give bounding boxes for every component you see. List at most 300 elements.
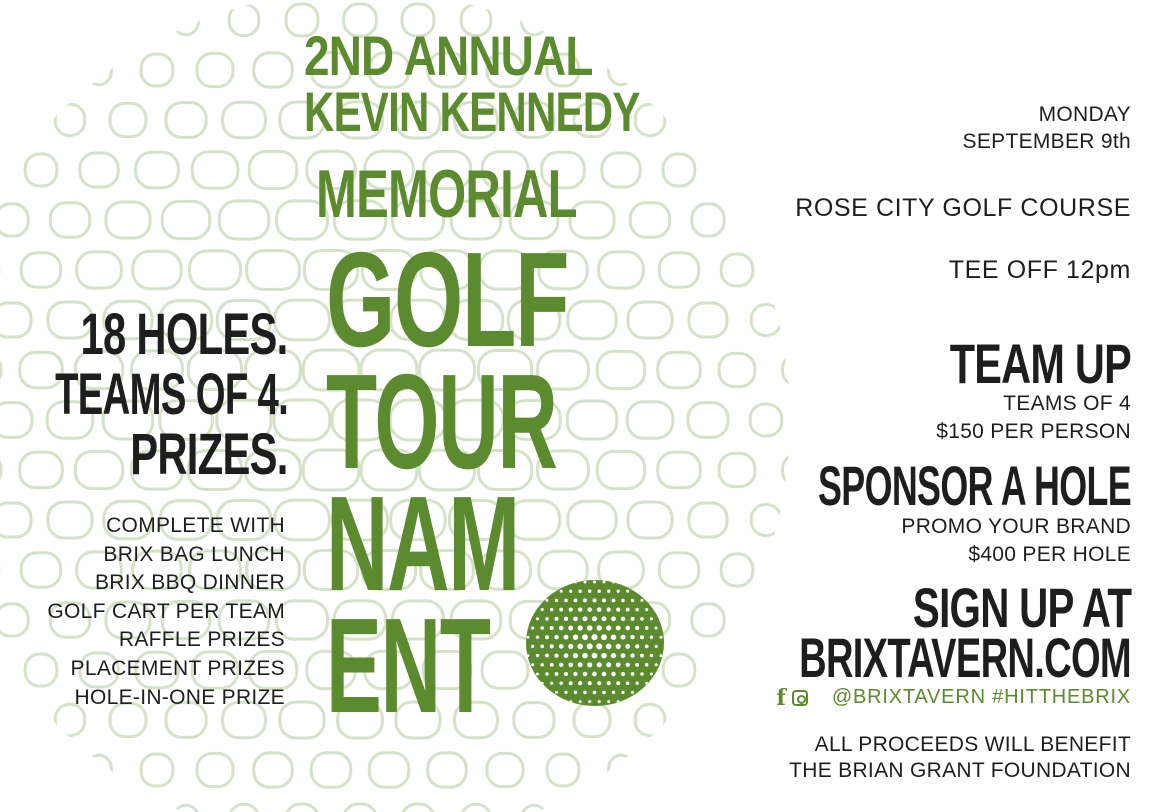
ball-dimple — [597, 607, 602, 612]
dimple — [50, 203, 89, 237]
dimple — [344, 804, 377, 812]
ball-dimple — [574, 598, 578, 602]
ball-dimple — [554, 635, 558, 639]
ball-dimple — [635, 663, 639, 667]
list-item: GOLF CART PER TEAM — [47, 599, 285, 623]
ball-dimple — [545, 672, 548, 675]
dimple — [80, 153, 118, 187]
golf-ball-graphic — [524, 578, 666, 708]
ball-dimple — [617, 590, 620, 593]
ball-dimple — [601, 634, 607, 640]
ball-dimple — [640, 617, 644, 621]
dimple — [783, 355, 808, 385]
ball-dimple — [559, 663, 563, 667]
ball-dimple — [626, 663, 630, 667]
ball-dimple — [564, 617, 568, 621]
title-honoree: KEVIN KENNEDY — [304, 80, 640, 143]
event-day: MONDAY — [1038, 103, 1131, 126]
instagram-icon[interactable] — [792, 690, 808, 706]
ball-dimple — [596, 625, 602, 631]
ball-dimple — [635, 626, 639, 630]
dimple — [141, 54, 173, 86]
ball-dimple — [596, 643, 602, 649]
ball-dimple — [569, 608, 573, 612]
ball-dimple — [531, 608, 534, 611]
dimple — [692, 204, 724, 236]
ball-dimple — [655, 645, 658, 648]
dimple — [247, 251, 300, 290]
ball-dimple — [631, 691, 634, 694]
dimple — [568, 501, 616, 538]
title-tour: TOUR — [326, 346, 557, 497]
ball-dimple — [606, 625, 611, 630]
ball-dimple — [555, 691, 558, 694]
ball-dimple — [645, 608, 648, 611]
dimple — [721, 554, 753, 586]
ball-dimple — [564, 691, 567, 694]
ball-dimple — [559, 608, 563, 612]
dimple — [461, 804, 491, 812]
ball-dimple — [635, 644, 639, 648]
dimple — [197, 753, 233, 786]
dimple — [0, 705, 24, 735]
ball-dimple — [546, 691, 549, 694]
facebook-icon[interactable]: f — [776, 684, 786, 711]
ball-dimple — [630, 653, 634, 657]
sponsor-promo: PROMO YOUR BRAND — [901, 515, 1131, 538]
ball-dimple — [540, 626, 544, 630]
sponsor-price: $400 PER HOLE — [968, 543, 1131, 566]
ball-dimple — [531, 663, 534, 666]
ball-dimple — [591, 634, 597, 640]
dimple — [133, 251, 181, 288]
ball-dimple — [545, 654, 549, 658]
ball-dimple — [640, 672, 643, 675]
dimple — [719, 353, 755, 386]
ball-dimple — [560, 590, 563, 593]
ball-dimple — [573, 635, 578, 640]
ball-dimple — [540, 645, 544, 649]
ball-dimple — [546, 599, 549, 602]
ball-dimple — [583, 691, 587, 695]
ball-dimple — [531, 626, 534, 629]
dimple — [141, 754, 173, 786]
ball-dimple — [540, 663, 543, 666]
dimple — [609, 755, 634, 785]
ball-dimple — [621, 653, 626, 658]
highlight-holes: 18 HOLES. — [80, 302, 288, 367]
ball-dimple — [541, 682, 544, 685]
ball-dimple — [611, 672, 615, 676]
ball-dimple — [603, 581, 606, 584]
team-up-size: TEAMS OF 4 — [1003, 392, 1131, 415]
dimple — [190, 251, 241, 289]
ball-dimple — [626, 590, 629, 593]
ball-dimple — [660, 654, 663, 657]
title-nam: NAM — [326, 468, 519, 619]
ball-dimple — [636, 682, 639, 685]
ball-dimple — [601, 653, 607, 659]
dimple — [174, 5, 199, 35]
title-ent: ENT — [326, 590, 490, 741]
dimple — [522, 805, 547, 812]
ball-dimple — [550, 626, 554, 630]
dimple — [223, 102, 266, 138]
ball-dimple — [588, 589, 591, 592]
ball-dimple — [527, 617, 530, 620]
dimple — [20, 452, 63, 488]
dimple — [25, 154, 57, 186]
dimple — [627, 402, 673, 439]
dimple — [568, 301, 616, 338]
list-item: RAFFLE PRIZES — [118, 628, 285, 652]
dimple — [254, 53, 292, 87]
benefit-line2: THE BRIAN GRANT FOUNDATION — [789, 759, 1131, 782]
dimple — [0, 204, 28, 236]
ball-dimple — [574, 691, 577, 694]
ball-dimple — [584, 581, 587, 584]
dimple — [783, 255, 808, 285]
ball-dimple — [650, 654, 653, 657]
dimple — [696, 705, 721, 735]
signup-prompt: SIGN UP AT — [912, 576, 1131, 639]
ball-dimple — [588, 700, 591, 703]
ball-dimple — [564, 672, 568, 676]
ball-dimple — [541, 608, 544, 611]
ball-dimple — [592, 653, 598, 659]
ball-dimple — [579, 700, 582, 703]
ball-dimple — [655, 663, 658, 666]
ball-dimple — [545, 635, 549, 639]
highlight-teams: TEAMS OF 4. — [54, 362, 288, 427]
ball-dimple — [559, 626, 563, 630]
ball-dimple — [640, 635, 644, 639]
ball-dimple — [625, 626, 630, 631]
ball-dimple — [645, 682, 648, 685]
ball-dimple — [621, 672, 625, 676]
ball-dimple — [626, 700, 629, 703]
ball-dimple — [616, 662, 621, 667]
ball-dimple — [606, 662, 611, 667]
ball-dimple — [577, 644, 583, 650]
dimple — [597, 351, 644, 388]
team-up-price: $150 PER PERSON — [936, 420, 1131, 443]
dimple — [174, 805, 199, 812]
social-row — [776, 686, 1131, 709]
dimple — [812, 405, 837, 435]
ball-dimple — [606, 607, 610, 611]
ball-dimple — [559, 644, 564, 649]
ball-dimple — [550, 608, 554, 612]
ball-dimple — [622, 581, 625, 584]
signup-website[interactable]: BRIXTAVERN.COM — [799, 626, 1131, 689]
dimple — [597, 451, 644, 488]
ball-dimple — [583, 672, 588, 677]
dimple — [574, 703, 610, 736]
ball-dimple — [630, 617, 634, 621]
ball-dimple — [574, 581, 577, 584]
ball-dimple — [645, 645, 649, 649]
ball-dimple — [578, 681, 582, 685]
ball-dimple — [550, 590, 553, 593]
ball-dimple — [616, 626, 621, 631]
dimple — [219, 201, 269, 239]
ball-dimple — [568, 626, 573, 631]
dimple — [487, 753, 523, 786]
ball-dimple — [592, 616, 597, 621]
ball-dimple — [607, 681, 611, 685]
ball-dimple — [602, 616, 607, 621]
dimple — [110, 103, 146, 136]
ball-dimple — [587, 662, 592, 667]
dimple — [280, 702, 324, 738]
dimple — [663, 154, 695, 186]
ball-dimple — [554, 617, 558, 621]
ball-dimple — [612, 598, 616, 602]
ball-dimple — [587, 625, 593, 631]
dimple — [658, 352, 701, 388]
ball-dimple — [527, 654, 530, 657]
ball-dimple — [597, 681, 601, 685]
dimple — [725, 155, 750, 185]
ball-dimple — [625, 644, 630, 649]
ball-dimple — [569, 590, 572, 593]
dimple — [311, 753, 351, 788]
ball-dimple — [621, 691, 624, 694]
dimple — [659, 253, 698, 287]
title-golf: GOLF — [326, 224, 569, 375]
ball-dimple — [536, 673, 539, 676]
ball-dimple — [645, 626, 649, 630]
dimple — [692, 604, 724, 636]
dimple — [87, 755, 112, 785]
dimple — [55, 104, 84, 135]
dimple — [402, 804, 434, 812]
list-item: HOLE-IN-ONE PRIZE — [74, 685, 285, 709]
ball-dimple — [578, 625, 583, 630]
ball-dimple — [582, 653, 588, 659]
list-item: BRIX BBQ DINNER — [94, 571, 285, 595]
dimple — [136, 152, 179, 188]
dimple — [754, 205, 779, 235]
dimple — [602, 153, 640, 187]
ball-dimple — [626, 681, 630, 685]
ball-dimple — [568, 644, 573, 649]
title-annual: 2ND ANNUAL — [304, 24, 593, 87]
title-memorial: MEMORIAL — [316, 156, 577, 232]
ball-dimple — [664, 645, 666, 648]
ball-dimple — [536, 654, 539, 657]
ball-dimple — [578, 589, 581, 592]
ball-dimple — [593, 581, 596, 584]
dimple — [166, 103, 206, 138]
ball-dimple — [550, 644, 554, 648]
dimple — [428, 753, 466, 787]
dimple — [719, 453, 755, 486]
ball-dimple — [655, 626, 658, 629]
dimple — [369, 753, 409, 788]
ball-dimple — [659, 636, 662, 639]
event-tee-off: TEE OFF 12pm — [948, 256, 1131, 284]
ball-dimple — [650, 635, 653, 638]
dimple — [0, 303, 31, 337]
dimple — [689, 303, 727, 337]
ball-dimple — [573, 616, 578, 621]
ball-dimple — [573, 672, 577, 676]
list-item: BRIX BAG LUNCH — [103, 542, 285, 566]
ball-dimple — [630, 635, 634, 639]
dimple — [192, 152, 238, 189]
ball-dimple — [636, 590, 639, 593]
dimple — [162, 201, 209, 238]
benefit-line1: ALL PROCEEDS WILL BENEFIT — [814, 733, 1131, 756]
dimple — [688, 403, 728, 438]
ball-dimple — [617, 700, 620, 703]
ball-dimple — [635, 608, 639, 612]
ball-dimple — [616, 644, 621, 649]
ball-dimple — [612, 691, 615, 694]
dimple — [0, 453, 1, 486]
dimple — [286, 804, 318, 812]
dimple — [87, 55, 112, 85]
dimple — [75, 451, 122, 488]
dimple — [754, 605, 779, 635]
ball-dimple — [578, 662, 583, 667]
ball-dimple — [545, 617, 549, 621]
ball-dimple — [588, 681, 592, 685]
ball-dimple — [645, 663, 648, 666]
ball-dimple — [583, 598, 587, 602]
dimple — [580, 805, 605, 812]
ball-dimple — [569, 681, 573, 685]
team-up-heading: TEAM UP — [949, 332, 1131, 395]
event-date: SEPTEMBER 9th — [962, 130, 1131, 153]
dimple — [547, 754, 579, 786]
ball-dimple — [611, 616, 616, 621]
social-handle: @BRIXTAVERN #HITTHEBRIX — [831, 686, 1131, 708]
dimple — [599, 252, 644, 288]
ball-dimple — [606, 644, 612, 650]
ball-dimple — [650, 617, 653, 620]
ball-dimple — [640, 654, 644, 658]
list-item: PLACEMENT PRIZES — [70, 656, 285, 680]
ball-dimple — [587, 643, 593, 649]
dimple — [696, 105, 721, 135]
ball-dimple — [568, 662, 573, 667]
ball-dimple — [655, 608, 658, 611]
ball-dimple — [616, 681, 620, 685]
dimple — [0, 503, 31, 537]
ball-dimple — [587, 607, 592, 612]
ball-dimple — [602, 672, 607, 677]
dimple — [229, 4, 259, 35]
dimple — [197, 53, 233, 86]
dimple — [116, 805, 141, 812]
dimple — [0, 604, 28, 636]
ball-dimple — [555, 672, 559, 676]
dimple — [721, 254, 753, 286]
ball-dimple — [660, 617, 663, 620]
dimple — [116, 5, 141, 35]
ball-dimple — [616, 608, 620, 612]
dimple — [689, 503, 727, 537]
dimple — [567, 401, 617, 439]
ball-dimple — [564, 599, 568, 603]
dimple — [0, 353, 1, 386]
ball-dimple — [536, 617, 539, 620]
dimple — [751, 304, 780, 335]
dimple — [750, 404, 782, 436]
dimple — [628, 302, 672, 338]
dimple — [254, 753, 292, 787]
ball-dimple — [602, 598, 606, 602]
ball-dimple — [573, 653, 578, 658]
dimple — [635, 704, 664, 735]
ball-dimple — [554, 653, 558, 657]
dimple — [783, 455, 808, 485]
ball-dimple — [621, 635, 626, 640]
ball-dimple — [592, 672, 597, 677]
dimple — [77, 252, 122, 288]
ball-dimple — [626, 608, 630, 612]
dimple — [628, 502, 672, 538]
dimple — [249, 151, 297, 188]
includes-list — [47, 512, 285, 712]
ball-dimple — [598, 700, 601, 703]
ball-dimple — [555, 599, 558, 602]
ball-dimple — [607, 589, 610, 592]
ball-dimple — [527, 636, 530, 639]
ball-dimple — [536, 635, 539, 638]
ball-dimple — [564, 635, 569, 640]
ball-dimple — [640, 599, 643, 602]
ball-dimple — [631, 599, 634, 602]
highlight-prizes: PRIZES. — [130, 422, 288, 487]
dimple — [663, 654, 695, 686]
ball-dimple — [612, 581, 615, 584]
ball-dimple — [631, 672, 635, 676]
event-venue: ROSE CITY GOLF COURSE — [795, 194, 1131, 222]
ball-dimple — [550, 682, 553, 685]
ball-dimple — [602, 691, 606, 695]
dimple — [0, 403, 32, 438]
ball-dimple — [611, 634, 616, 639]
ball-dimple — [550, 663, 554, 667]
dimple — [229, 804, 259, 812]
dimple — [751, 504, 780, 535]
ball-dimple — [578, 607, 582, 611]
list-item: COMPLETE WITH — [106, 514, 285, 537]
ball-dimple — [564, 653, 569, 658]
ball-dimple — [592, 598, 596, 602]
dimple — [21, 253, 60, 287]
ball-dimple — [582, 634, 588, 640]
ball-dimple — [650, 672, 653, 675]
sponsor-heading: SPONSOR A HOLE — [818, 454, 1131, 517]
dimple — [0, 105, 24, 135]
dimple — [106, 202, 150, 238]
ball-dimple — [621, 617, 625, 621]
ball-dimple — [607, 700, 610, 703]
ball-dimple — [641, 691, 644, 694]
dimple — [630, 203, 669, 237]
ball-dimple — [593, 691, 597, 695]
ball-dimple — [611, 653, 616, 658]
dimple — [658, 452, 701, 488]
ball-dimple — [621, 599, 625, 603]
ball-dimple — [559, 681, 563, 685]
ball-dimple — [569, 700, 572, 703]
